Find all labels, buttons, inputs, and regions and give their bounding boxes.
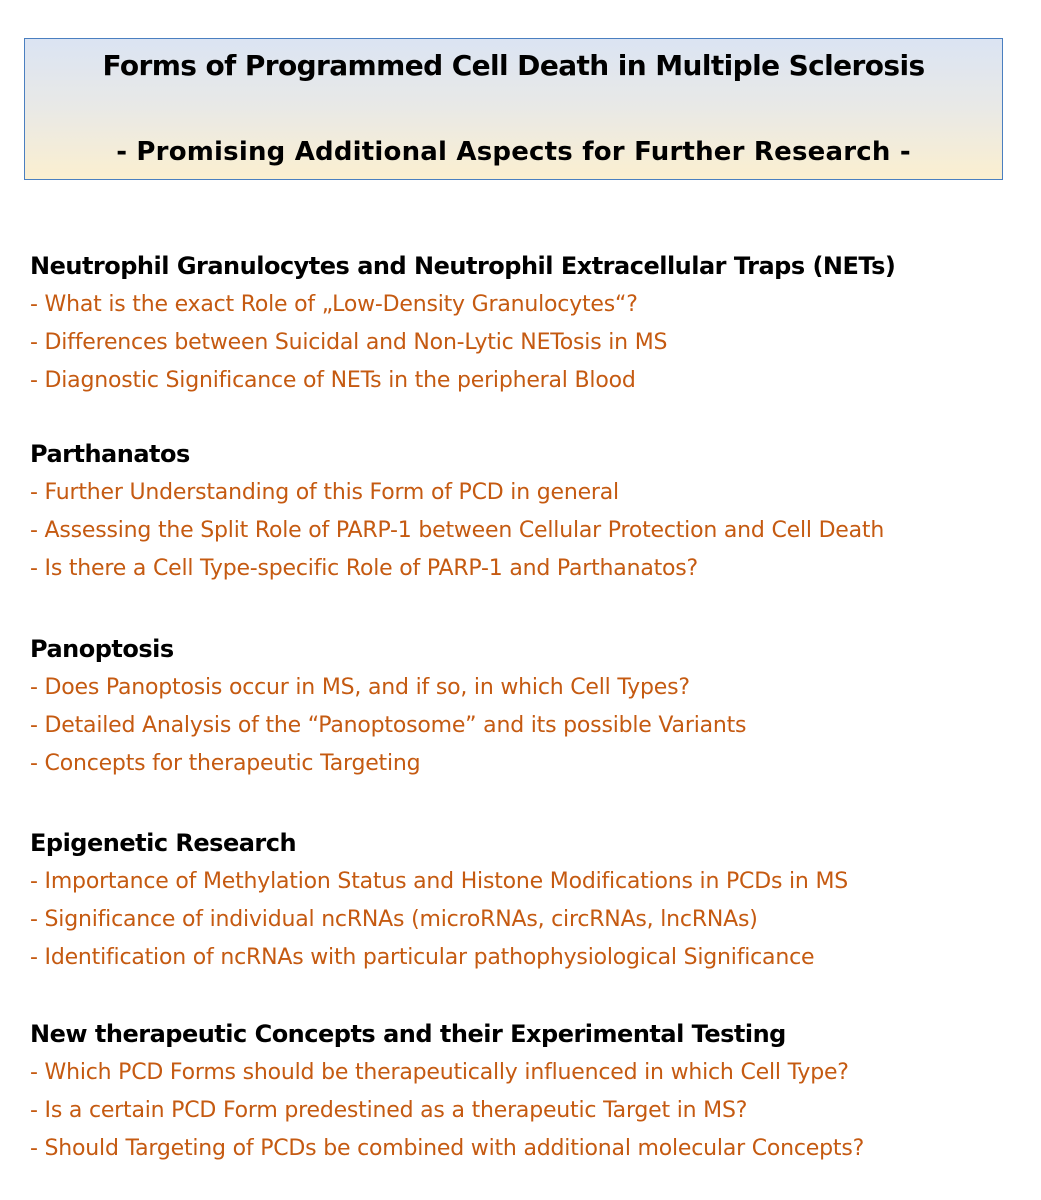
list-item: - Importance of Methylation Status and Histone Modifications in PCDs in MS <box>30 869 848 894</box>
section-heading: Parthanatos <box>30 440 190 468</box>
section-nets <box>30 247 1030 400</box>
list-item: - Detailed Analysis of the “Panoptosome” and its possible Variants <box>30 713 747 738</box>
list-item: - Differences between Suicidal and Non-Lytic NETosis in MS <box>30 330 668 355</box>
section-epigenetic <box>30 824 1030 977</box>
section-heading: Panoptosis <box>30 635 174 663</box>
list-item: - Is a certain PCD Form predestined as a therapeutic Target in MS? <box>30 1098 748 1123</box>
list-item: - Which PCD Forms should be therapeutically influenced in which Cell Type? <box>30 1060 849 1085</box>
section-heading: Neutrophil Granulocytes and Neutrophil Extracellular Traps (NETs) <box>30 252 896 280</box>
list-item: - Does Panoptosis occur in MS, and if so, in which Cell Types? <box>30 675 690 700</box>
section-heading: New therapeutic Concepts and their Experimental Testing <box>30 1020 786 1048</box>
list-item: - Identification of ncRNAs with particular pathophysiological Significance <box>30 945 815 970</box>
page-subtitle: - Promising Additional Aspects for Further Research - <box>116 137 911 167</box>
list-item: - Should Targeting of PCDs be combined with additional molecular Concepts? <box>30 1136 865 1161</box>
list-item: - Concepts for therapeutic Targeting <box>30 751 421 776</box>
section-panoptosis <box>30 630 1030 783</box>
list-item: - Further Understanding of this Form of PCD in general <box>30 480 619 505</box>
section-therapeutic <box>30 1015 1030 1168</box>
title-box <box>24 38 1003 180</box>
list-item: - Assessing the Split Role of PARP-1 between Cellular Protection and Cell Death <box>30 518 885 543</box>
list-item: - What is the exact Role of „Low-Density Granulocytes“? <box>30 292 638 317</box>
list-item: - Is there a Cell Type-specific Role of PARP-1 and Parthanatos? <box>30 556 699 581</box>
section-heading: Epigenetic Research <box>30 829 297 857</box>
list-item: - Diagnostic Significance of NETs in the peripheral Blood <box>30 368 636 393</box>
page-title: Forms of Programmed Cell Death in Multiple Sclerosis <box>102 49 925 82</box>
list-item: - Significance of individual ncRNAs (microRNAs, circRNAs, lncRNAs) <box>30 907 758 932</box>
section-parthanatos <box>30 435 1030 588</box>
